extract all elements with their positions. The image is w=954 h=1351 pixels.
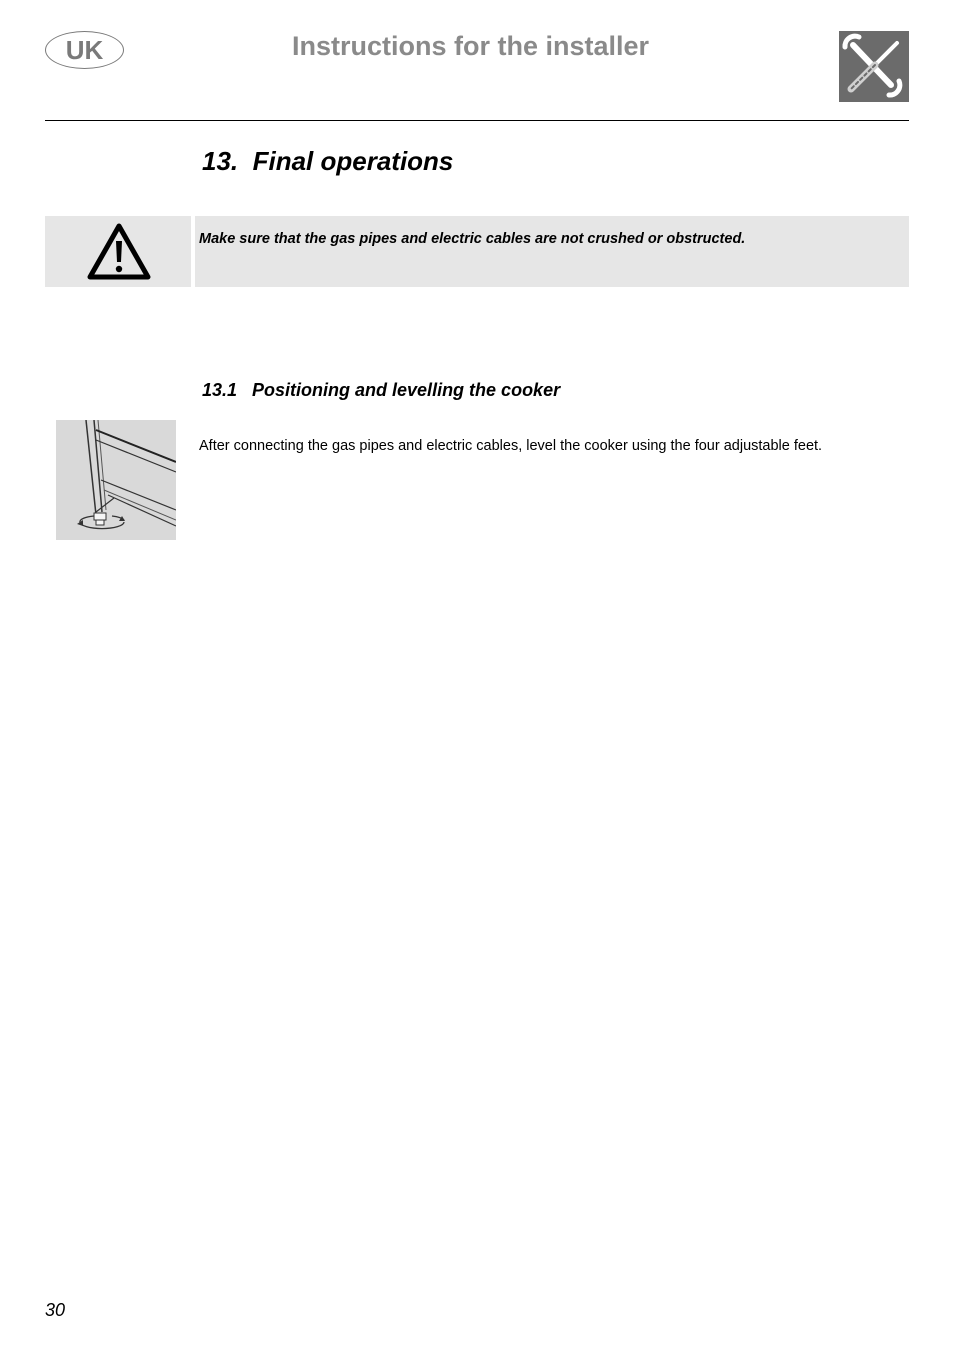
header-title: Instructions for the installer (292, 31, 650, 61)
page-number: 30 (45, 1300, 66, 1320)
language-badge-label: UK (65, 34, 104, 65)
cooker-foot-levelling-illustration (56, 420, 176, 540)
levelling-instructions-text: After connecting the gas pipes and electric cables, level the cooker using the four adjustable feet. (199, 438, 823, 454)
language-badge (45, 31, 124, 69)
warning-text: Make sure that the gas pipes and electric cables are not crushed or obstructed. (199, 231, 746, 247)
section-title: 13. Final operations (202, 146, 454, 176)
warning-icon (86, 221, 152, 281)
tools-icon (839, 31, 909, 102)
warning-message-box (195, 216, 909, 287)
header-divider (45, 120, 909, 121)
warning-icon-cell (45, 216, 191, 287)
subsection-title: 13.1 Positioning and levelling the cooker (202, 380, 561, 400)
